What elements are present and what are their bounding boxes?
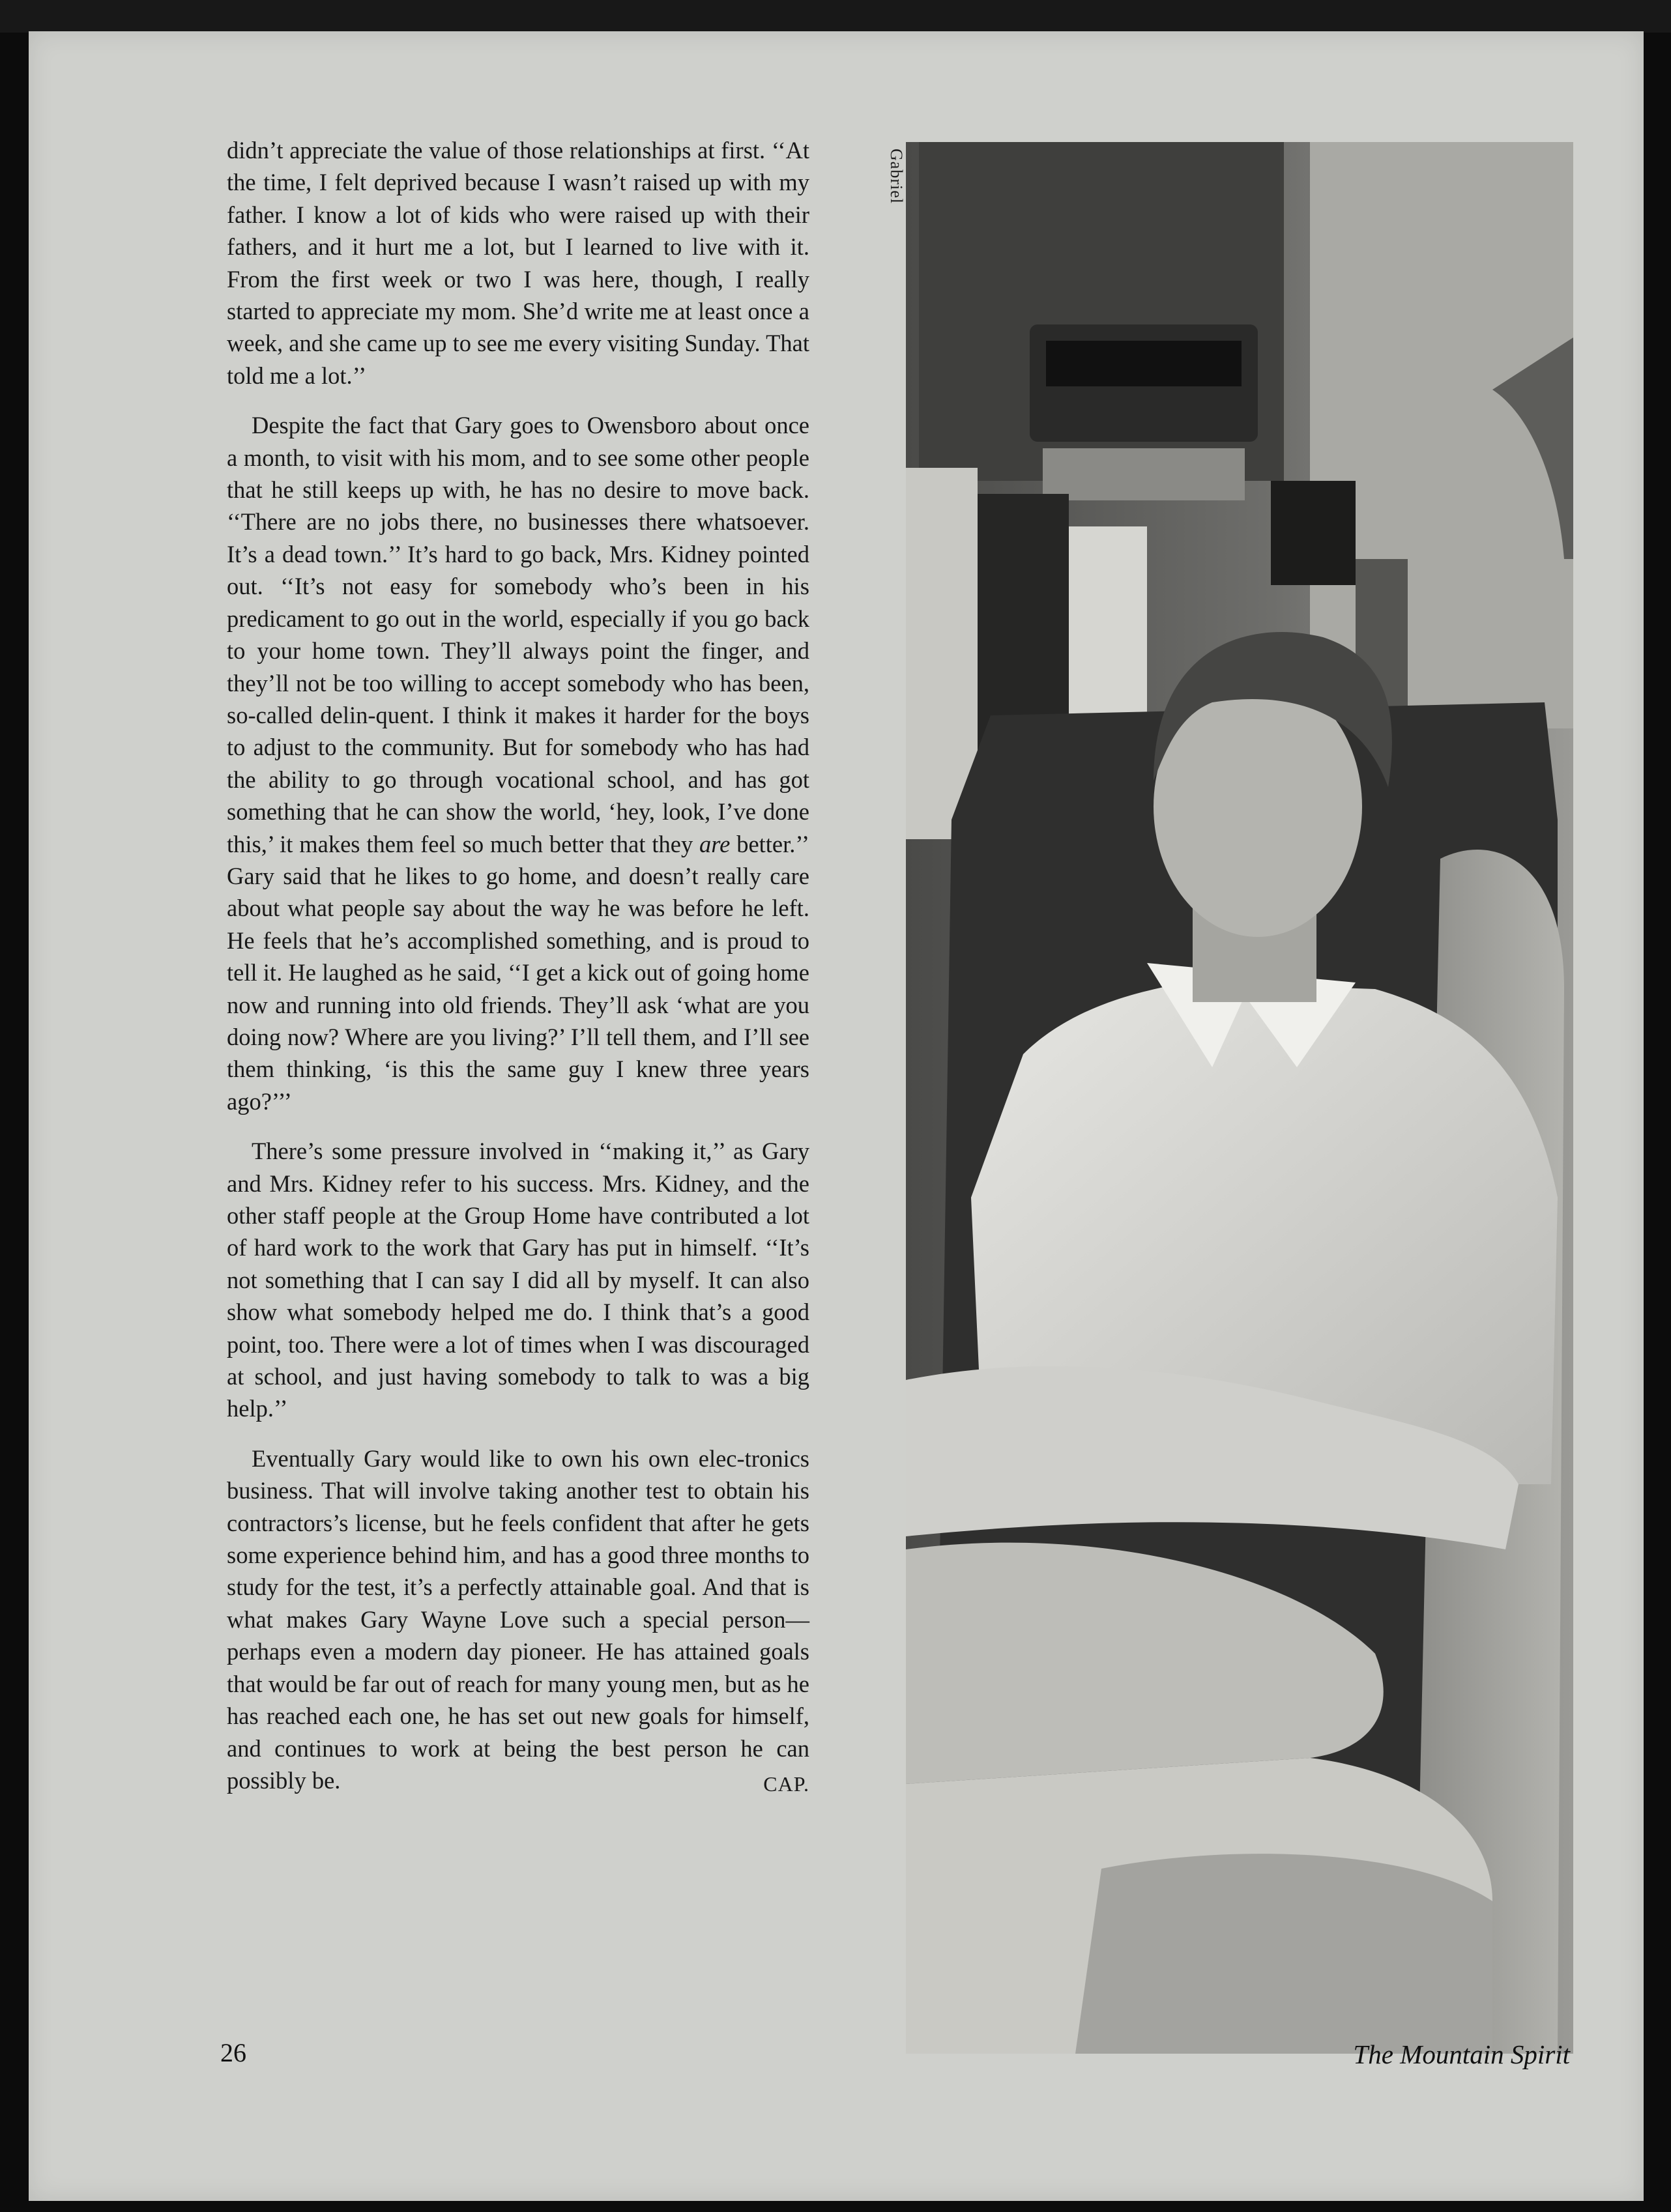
magazine-title: The Mountain Spirit [1353, 2039, 1570, 2069]
paragraph-4 [227, 1443, 809, 1796]
paragraph-3: There’s some pressure involved in ‘‘making it,’’ as Gary and Mrs. Kidney refer to his success. Mrs. Kidney, and the other staff people at the Group Home have contributed a lot of hard work to the work that Gary has put in himself. ‘‘It’s not something that I can say I did all by myself. It can also show what somebody helped me do. I think that’s a good point, too. There were a lot of times when I was discouraged at school, and just having somebody to talk to was a big help.’’ [227, 1138, 809, 1422]
photo-radio-display [1046, 341, 1242, 386]
paragraph-1: didn’t appreciate the value of those relationships at first. ‘‘At the time, I felt deprived because I wasn’t raised up with my father. I know a lot of kids who were raised up with their fathers, and it hurt me a lot, but I learned to live with it. From the first week or two I was here, though, I really started to appreciate my mom. She’d write me at least once a week, and she came up to see me every visiting Sunday. That told me a lot.’’ [227, 137, 810, 389]
photo-books-4 [1271, 481, 1356, 585]
article-body [227, 134, 809, 1814]
paragraph-2-text: Despite the fact that Gary goes to Owensboro about once a month, to visit with his mom, and to see some other people that he still keeps up with, he has no desire to move back. ‘‘There are no jobs there, no businesses there whatsoever. It’s a dead town.’’ It’s hard to go back, Mrs. Kidney pointed out. ‘‘It’s not easy for somebody who’s been in his predicament to go out in the world, especially if you go back to your home town. They’ll always point the finger, and they’ll not be too willing to accept somebody who has been, so-called delin-quent. I think it makes it harder for the boys to adjust to the community. But for somebody who has had the ability to go through vocational school, and has got something that he can show the world, ‘hey, look, I’ve done this,’ it makes them feel so much better that they [227, 412, 809, 857]
paragraph-2 [227, 409, 809, 1117]
scanner-edge [0, 0, 1671, 33]
photo-shelf-box [1043, 448, 1245, 500]
portrait-photo [906, 142, 1573, 2054]
paragraph-2-continued: better.’’ Gary said that he likes to go home, and doesn’t really care about what people say about the way he was before he left. He feels that he’s accomplished something, and is proud to tell it. He laughed as he said, ‘‘I get a kick out of going home now and running into old friends. They’ll ask ‘what are you doing now? Where are you living?’ I’ll tell them, and I’ll see them thinking, ‘is this the same guy I knew three years ago?’’’ [227, 830, 810, 1115]
page-number: 26 [220, 2038, 246, 2067]
byline: CAP. [763, 1772, 809, 1796]
paragraph-4-text: Eventually Gary would like to own his own elec-tronics business. That will involve taking another test to obtain his contractors’s license, but he feels confident that after he gets some experience behind him, and has a good three months to study for the test, it’s a perfectly attainable goal. And that is what makes Gary Wayne Love such a special person—perhaps even a modern day pioneer. He has attained goals that would be far out of reach for many young men, but as he has reached each one, he has set out new goals for himself, and continues to work at being the best person he can possibly be. [227, 1444, 809, 1794]
emphasis-are: are [699, 830, 731, 857]
photo-credit: Gabriel [887, 149, 906, 204]
photo-chair-front [1075, 1854, 1492, 2054]
portrait-illustration [906, 142, 1573, 2054]
